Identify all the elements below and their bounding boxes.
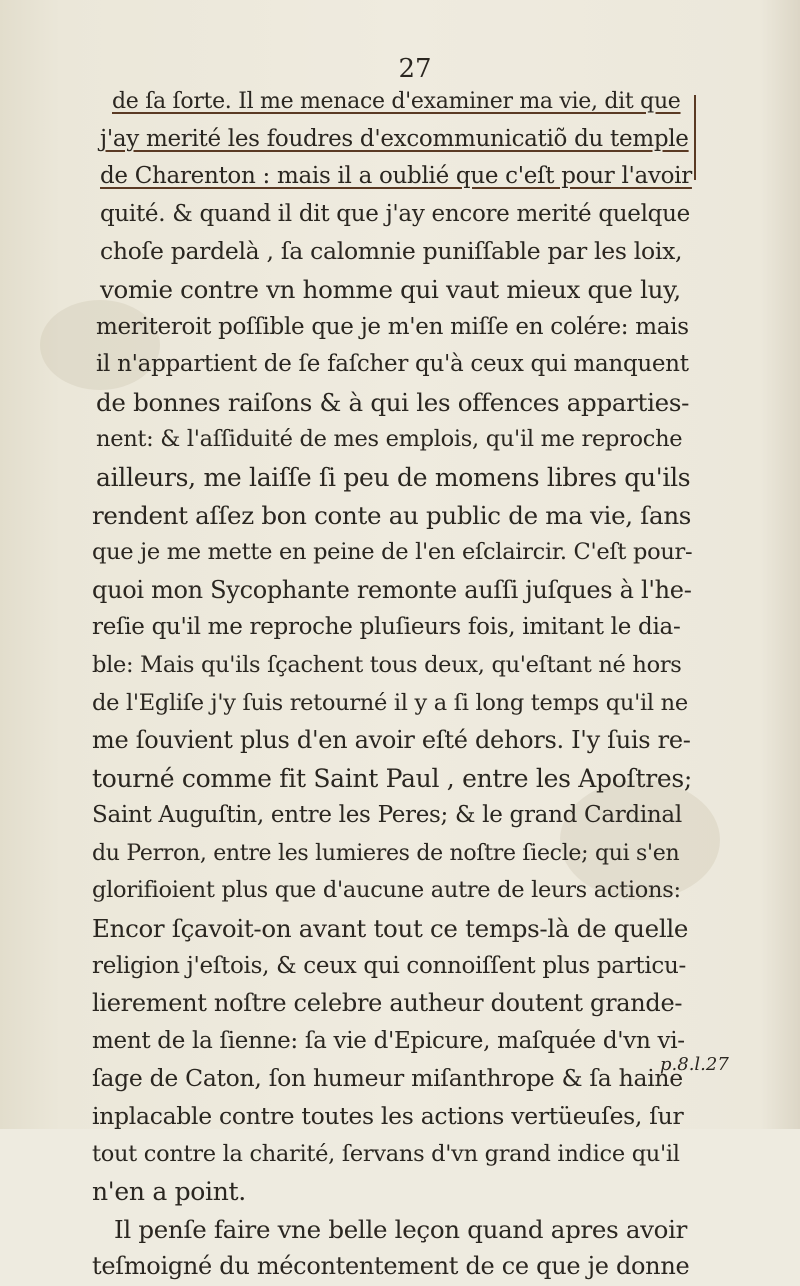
text-line: il n'appartient de ſe faſcher qu'à ceux qui manquent — [96, 351, 689, 378]
text-line: du Perron, entre les lumieres de noſtre ſiecle; qui s'en — [92, 840, 680, 866]
text-line: de l'Egliſe j'y ſuis retourné il y a ſi long temps qu'il ne — [92, 689, 688, 716]
text-line: quoi mon Sycophante remonte auſſi juſques à l'he- — [92, 575, 692, 604]
text-line: me ſouvient plus d'en avoir eſté dehors. I'y ſuis re- — [92, 726, 691, 755]
text-line: rendent aſſez bon conte au public de ma vie, ſans — [92, 500, 692, 530]
text-line: choſe pardelà , ſa calomnie puniſſable par les loix, — [100, 237, 683, 266]
text-line: ble: Mais qu'ils ſçachent tous deux, qu'eſtant né hors — [92, 651, 682, 678]
text-line: meriteroit poſſible que je m'en miſſe en colére: mais — [96, 313, 689, 340]
text-line: tout contre la charité, ſervans d'vn grand indice qu'il — [92, 1140, 680, 1167]
text-line: j'ay merité les foudres d'excommunicatiõ du temple — [100, 125, 689, 152]
text-line: nent: & l'aſſiduité de mes emplois, qu'il me reproche — [96, 426, 683, 453]
text-line: glorifioient plus que d'aucune autre de leurs actions: — [92, 877, 681, 904]
text-line: Saint Auguſtin, entre les Peres; & le grand Cardinal — [92, 802, 682, 829]
text-line: de bonnes raiſons & à qui les offences apparties- — [96, 387, 690, 417]
page-number: 27 — [398, 54, 432, 84]
text-line: religion j'eſtois, & ceux qui connoiſſent plus particu- — [92, 952, 686, 979]
text-line: ſage de Caton, ſon humeur miſanthrope & ſa haine — [92, 1064, 683, 1093]
text-line: Encor ſçavoit-on avant tout ce temps-là de quelle — [92, 914, 689, 944]
text-line: vomie contre vn homme qui vaut mieux que luy, — [100, 274, 681, 304]
text-line: Il penſe faire vne belle leçon quand apres avoir — [114, 1214, 688, 1244]
text-line: inplacable contre toutes les actions vertüeuſes, ſur — [92, 1102, 684, 1131]
body-text — [92, 83, 692, 1286]
text-line: ment de la ſienne: ſa vie d'Epicure, maſquée d'vn vi- — [92, 1027, 685, 1054]
text-line: teſmoigné du mécontentement de ce que je donne — [92, 1252, 690, 1281]
text-line: lierement noſtre celebre autheur doutent grande- — [92, 989, 683, 1018]
margin-note: p.8.l.27 — [660, 1054, 729, 1075]
text-line: de Charenton : mais il a oublié que c'eſt pour l'avoir — [100, 163, 692, 190]
text-line: reſie qu'il me reproche pluſieurs fois, imitant le dia- — [92, 614, 681, 641]
text-line: tourné comme fit Saint Paul , entre les Apoſtres; — [92, 763, 693, 793]
text-line: que je me mette en peine de l'en eſclaircir. C'eſt pour- — [92, 539, 693, 566]
text-line: n'en a point. — [92, 1177, 246, 1207]
text-line: quité. & quand il dit que j'ay encore merité quelque — [100, 200, 690, 227]
text-line: de ſa ſorte. Il me menace d'examiner ma vie, dit que — [112, 89, 681, 114]
text-line: ailleurs, me laiſſe ſi peu de momens libres qu'ils — [96, 462, 691, 492]
